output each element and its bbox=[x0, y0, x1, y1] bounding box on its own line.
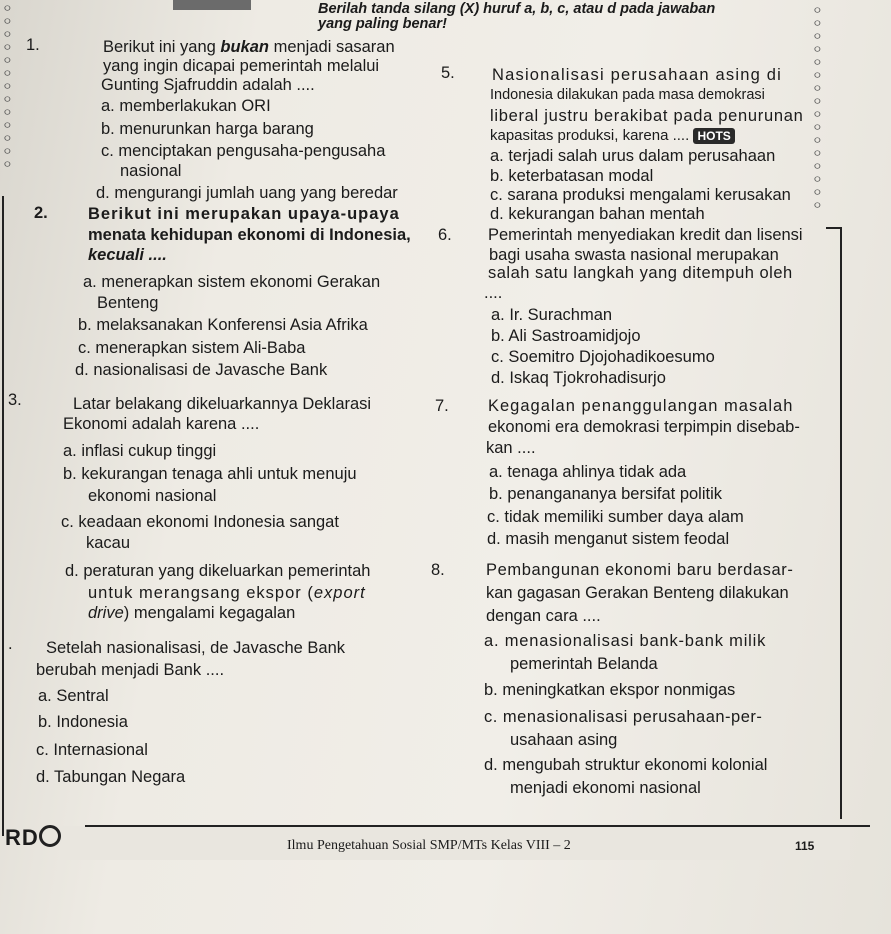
q8-option-c-line1[interactable]: c. menasionalisasi perusahaan-per- bbox=[484, 708, 763, 726]
rd-logo-r: R bbox=[5, 825, 22, 850]
q6-option-a[interactable]: a. Ir. Surachman bbox=[491, 306, 613, 324]
q2-option-a-line2[interactable]: Benteng bbox=[97, 294, 159, 312]
q2-stem-line1: Berikut ini merupakan upaya-upaya bbox=[88, 205, 400, 223]
q8-stem-line3: dengan cara .... bbox=[486, 607, 601, 625]
q2-option-b[interactable]: b. melaksanakan Konferensi Asia Afrika bbox=[78, 316, 368, 334]
q1-stem-line1 bbox=[103, 38, 395, 56]
q3-option-a[interactable]: a. inflasi cukup tinggi bbox=[63, 442, 217, 460]
q1-stem-pre: Berikut ini yang bbox=[103, 38, 221, 56]
q8-option-a-line2[interactable]: pemerintah Belanda bbox=[510, 655, 658, 673]
q1-option-a[interactable]: a. memberlakukan ORI bbox=[101, 97, 271, 115]
rd-logo-d: D bbox=[21, 825, 39, 850]
footer-book-title: Ilmu Pengetahuan Sosial SMP/MTs Kelas VIII – 2 bbox=[287, 838, 571, 853]
q7-stem-line1: Kegagalan penanggulangan masalah bbox=[488, 397, 794, 415]
q8-number: 8. bbox=[431, 561, 445, 579]
q4-option-c[interactable]: c. Internasional bbox=[36, 741, 148, 759]
q5-option-c[interactable]: c. sarana produksi mengalami kerusakan bbox=[490, 186, 791, 204]
q3-option-b-line2[interactable]: ekonomi nasional bbox=[88, 487, 217, 505]
q3-option-d-line3-italic: drive bbox=[88, 604, 124, 622]
q1-stem-line3: Gunting Sjafruddin adalah .... bbox=[101, 76, 315, 94]
instruction-line-2: yang paling benar! bbox=[318, 16, 447, 32]
q5-stem-line4-text: kapasitas produksi, karena .... bbox=[490, 127, 690, 144]
q4-stem-line1: Setelah nasionalisasi, de Javasche Bank bbox=[46, 639, 346, 657]
q1-option-b[interactable]: b. menurunkan harga barang bbox=[101, 120, 314, 138]
q2-stem-line3: kecuali .... bbox=[88, 246, 167, 264]
q5-stem-line3: liberal justru berakibat pada penurunan bbox=[490, 107, 804, 125]
q2-option-d[interactable]: d. nasionalisasi de Javasche Bank bbox=[75, 361, 328, 379]
q1-option-c-line1[interactable]: c. menciptakan pengusaha-pengusaha bbox=[101, 142, 386, 160]
q6-number: 6. bbox=[438, 226, 452, 244]
q4-stem-line2: berubah menjadi Bank .... bbox=[36, 661, 225, 679]
q3-option-c-line1[interactable]: c. keadaan ekonomi Indonesia sangat bbox=[61, 513, 339, 531]
right-border-line bbox=[826, 227, 842, 819]
q3-option-d-line2-italic: export bbox=[313, 584, 366, 602]
q7-option-c[interactable]: c. tidak memiliki sumber daya alam bbox=[487, 508, 744, 526]
q3-option-d-line2[interactable] bbox=[88, 584, 366, 602]
q2-option-c[interactable]: c. menerapkan sistem Ali-Baba bbox=[78, 339, 306, 357]
q8-stem-line2: kan gagasan Gerakan Benteng dilakukan bbox=[486, 584, 789, 602]
q1-stem-post: menjadi sasaran bbox=[269, 38, 395, 56]
q7-number: 7. bbox=[435, 397, 449, 415]
q4-number: . bbox=[8, 635, 13, 653]
right-spiral-binding: ㅇ ㅇ ㅇ ㅇ ㅇ ㅇ ㅇ ㅇ ㅇ ㅇ ㅇ ㅇ ㅇ ㅇ ㅇ ㅇ bbox=[812, 4, 823, 212]
q6-option-c[interactable]: c. Soemitro Djojohadikoesumo bbox=[491, 348, 715, 366]
q7-option-a[interactable]: a. tenaga ahlinya tidak ada bbox=[489, 463, 687, 481]
q3-option-c-line2[interactable]: kacau bbox=[86, 534, 131, 552]
q2-stem-line2: menata kehidupan ekonomi di Indonesia, bbox=[88, 226, 411, 244]
q8-stem-line1: Pembangunan ekonomi baru berdasar- bbox=[486, 561, 794, 579]
hots-badge: HOTS bbox=[693, 128, 734, 144]
q5-option-d[interactable]: d. kekurangan bahan mentah bbox=[490, 205, 705, 223]
left-spiral-binding: ㅇ ㅇ ㅇ ㅇ ㅇ ㅇ ㅇ ㅇ ㅇ ㅇ ㅇ ㅇ ㅇ bbox=[2, 2, 13, 171]
left-border-line bbox=[2, 196, 12, 836]
q4-option-b[interactable]: b. Indonesia bbox=[38, 713, 128, 731]
footer-rule bbox=[85, 825, 870, 827]
q1-option-d[interactable]: d. mengurangi jumlah uang yang beredar bbox=[96, 184, 398, 202]
q1-option-c-line2[interactable]: nasional bbox=[120, 162, 182, 180]
q5-stem-line4 bbox=[490, 127, 735, 145]
instructions bbox=[318, 2, 715, 32]
q8-option-a-line1[interactable]: a. menasionalisasi bank-bank milik bbox=[484, 632, 767, 650]
page-number: 115 bbox=[795, 839, 815, 853]
q3-option-d-line1[interactable]: d. peraturan yang dikeluarkan pemerintah bbox=[65, 562, 371, 580]
q6-stem-line4: .... bbox=[484, 284, 503, 302]
q5-stem-line1: Nasionalisasi perusahaan asing di bbox=[492, 66, 783, 84]
q8-option-d-line1[interactable]: d. mengubah struktur ekonomi kolonial bbox=[484, 756, 768, 774]
q3-stem-line1: Latar belakang dikeluarkannya Deklarasi bbox=[73, 395, 372, 413]
q3-number: 3. bbox=[8, 391, 22, 409]
q7-option-d[interactable]: d. masih menganut sistem feodal bbox=[487, 530, 730, 548]
q7-option-b[interactable]: b. penangananya bersifat politik bbox=[489, 485, 722, 503]
q8-option-c-line2[interactable]: usahaan asing bbox=[510, 731, 618, 749]
q3-option-d-line2-text: untuk merangsang ekspor ( bbox=[88, 584, 314, 602]
q5-option-a[interactable]: a. terjadi salah urus dalam perusahaan bbox=[490, 147, 776, 165]
q3-option-b-line1[interactable]: b. kekurangan tenaga ahli untuk menuju bbox=[63, 465, 357, 483]
q8-option-d-line2[interactable]: menjadi ekonomi nasional bbox=[510, 779, 701, 797]
rd-logo-circle bbox=[39, 825, 61, 847]
q7-stem-line3: kan .... bbox=[486, 439, 536, 457]
q1-number: 1. bbox=[26, 36, 40, 54]
q7-stem-line2: ekonomi era demokrasi terpimpin disebab- bbox=[488, 418, 800, 436]
q1-stem-line2: yang ingin dicapai pemerintah melalui bbox=[103, 57, 380, 75]
q3-option-d-line3-text: ) mengalami kegagalan bbox=[123, 604, 296, 622]
q6-stem-line2: bagi usaha swasta nasional merupakan bbox=[489, 246, 779, 264]
q4-option-a[interactable]: a. Sentral bbox=[38, 687, 109, 705]
instruction-line-1: Berilah tanda silang (X) huruf a, b, c, atau d pada jawaban bbox=[318, 1, 716, 17]
q3-stem-line2: Ekonomi adalah karena .... bbox=[63, 415, 260, 433]
q6-stem-line3: salah satu langkah yang ditempuh oleh bbox=[488, 264, 793, 282]
q6-option-d[interactable]: d. Iskaq Tjokrohadisurjo bbox=[491, 369, 666, 387]
q1-stem-bold: bukan bbox=[220, 38, 269, 56]
q8-option-b[interactable]: b. meningkatkan ekspor nonmigas bbox=[484, 681, 736, 699]
q5-stem-line2: Indonesia dilakukan pada masa demokrasi bbox=[490, 87, 765, 103]
q3-option-d-line3[interactable] bbox=[88, 604, 295, 622]
header-logo bbox=[173, 0, 251, 10]
q6-option-b[interactable]: b. Ali Sastroamidjojo bbox=[491, 327, 641, 345]
q2-number: 2. bbox=[34, 204, 48, 222]
q5-option-b[interactable]: b. keterbatasan modal bbox=[490, 167, 654, 185]
q6-stem-line1: Pemerintah menyediakan kredit dan lisensi bbox=[488, 226, 803, 244]
q2-option-a-line1[interactable]: a. menerapkan sistem ekonomi Gerakan bbox=[83, 273, 381, 291]
q4-option-d[interactable]: d. Tabungan Negara bbox=[36, 768, 186, 786]
q5-number: 5. bbox=[441, 64, 455, 82]
rd-logo bbox=[5, 825, 61, 851]
